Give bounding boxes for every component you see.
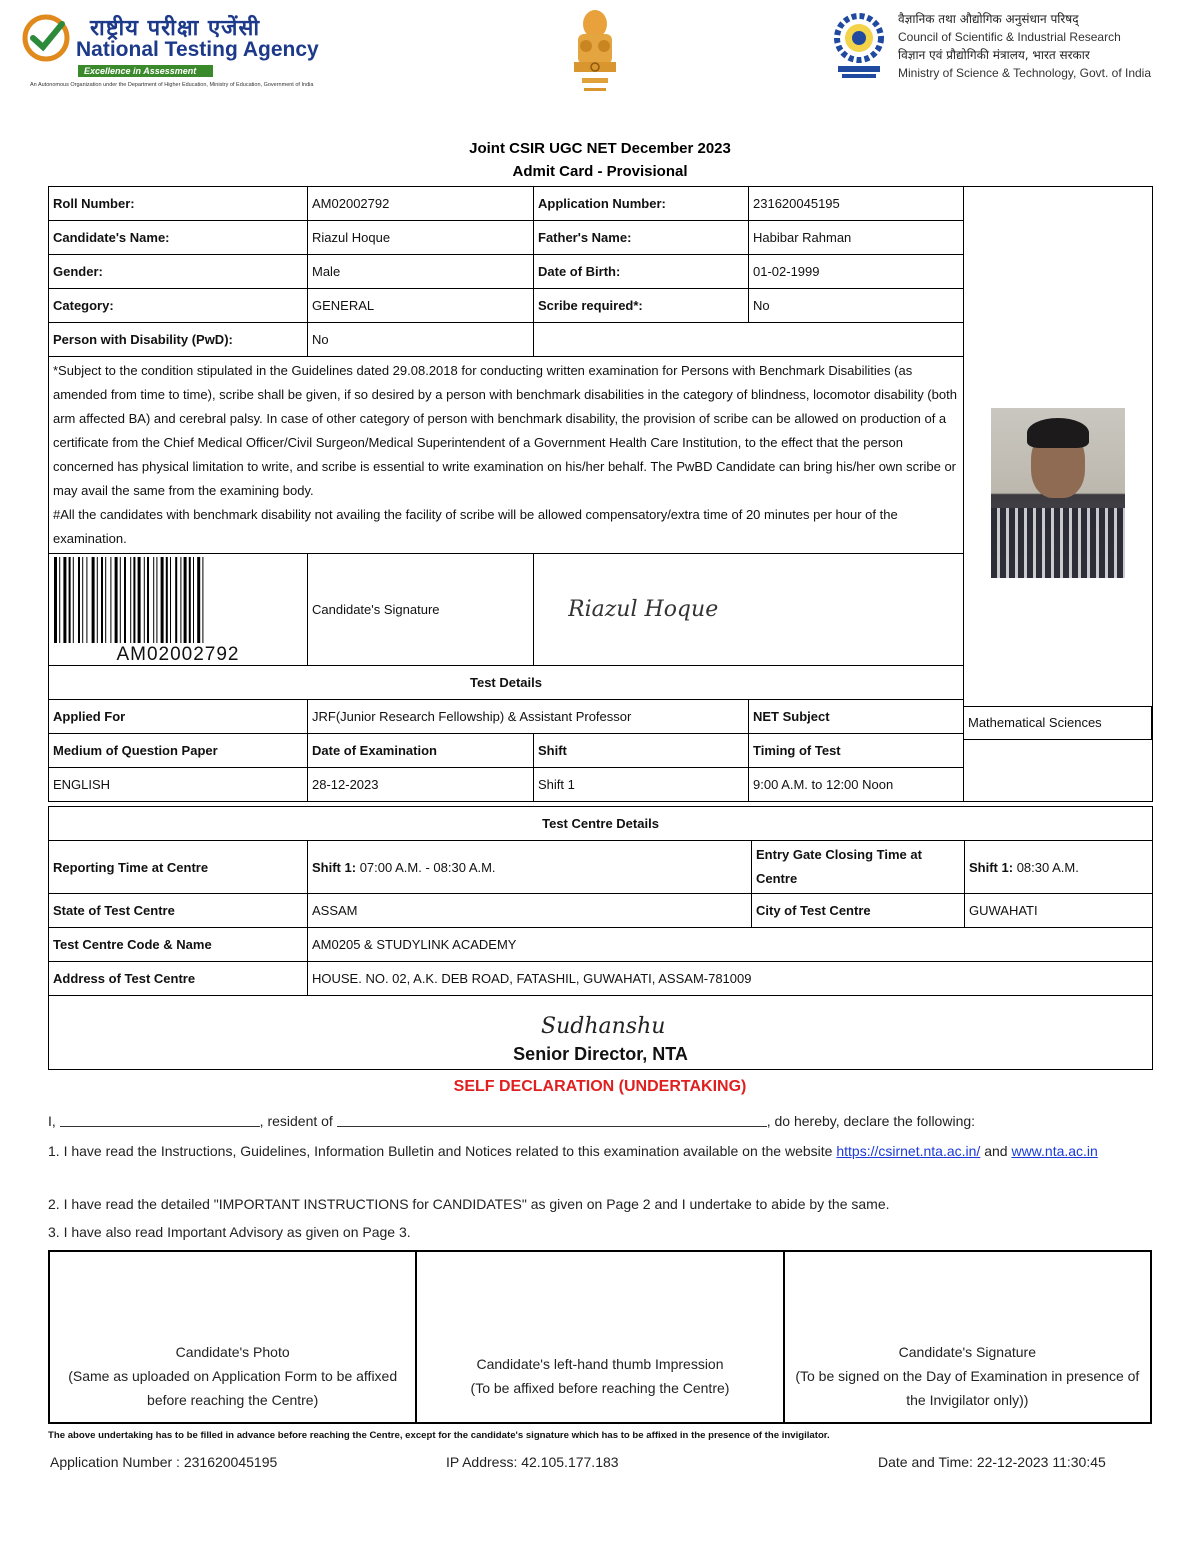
residence-blank [337,1117,767,1127]
footer-ip-address: IP Address: 42.105.177.183 [446,1454,619,1470]
applied-for-value: JRF(Junior Research Fellowship) & Assistant Professor [308,700,749,734]
director-signature [531,1007,671,1041]
nta-link[interactable]: www.nta.ac.in [1011,1143,1098,1159]
state-emblem-icon [564,6,626,96]
barcode-bar [54,557,57,643]
city-value: GUWAHATI [965,894,1153,928]
pwd-value: No [308,323,534,357]
empty-cell [534,323,964,357]
category-value: GENERAL [308,289,534,323]
barcode-bar [59,557,60,643]
shift-label: Shift [534,734,749,768]
barcode-cell [49,554,308,666]
net-subject-value: Mathematical Sciences [963,706,1152,740]
signature-box-title: Candidate's Signature [898,1344,1036,1360]
barcode-bar [105,557,106,643]
barcode-bar [156,557,157,643]
undertaking-boxes [48,1250,1152,1424]
reporting-time-value: 07:00 A.M. - 08:30 A.M. [359,859,496,875]
candidate-signature-cell [534,554,964,666]
candidate-photo [991,408,1125,578]
barcode-bar [166,557,168,643]
nta-subline: An Autonomous Organization under the Department of Higher Education, Ministry of Education, Government of India [30,82,314,88]
gate-closing-value: 08:30 A.M. [1016,859,1079,875]
gate-closing-label: Entry Gate Closing Time at Centre [752,841,965,894]
dob-value: 01-02-1999 [749,255,964,289]
barcode-bar [184,557,187,643]
candidate-signature-text: Riazul Hoque [568,597,719,622]
thumb-box-note: (To be affixed before reaching the Centre) [470,1380,730,1396]
city-label: City of Test Centre [752,894,965,928]
scribe-note [49,357,964,554]
nta-hindi-name: राष्ट्रीय परीक्षा एजेंसी [90,16,261,41]
state-label: State of Test Centre [49,894,308,928]
declaration-i: I, [48,1113,56,1129]
declaration-line-3: 3. I have also read Important Advisory as given on Page 3. [48,1224,411,1240]
applied-for-label: Applied For [49,700,308,734]
gender-label: Gender: [49,255,308,289]
centre-heading: Test Centre Details [49,807,1153,841]
csir-gear-icon [832,12,886,82]
medium-label: Medium of Question Paper [49,734,308,768]
signature-label: Candidate's Signature [308,554,534,666]
photo-box [49,1251,416,1423]
roll-number-value: AM02002792 [308,187,534,221]
exam-date-label: Date of Examination [308,734,534,768]
barcode-bar [189,557,191,643]
barcode-bar [97,557,98,643]
medium-value: ENGLISH [49,768,308,802]
state-value: ASSAM [308,894,752,928]
father-name-label: Father's Name: [534,221,749,255]
declaration-resident: , resident of [259,1113,333,1129]
candidate-name-value: Riazul Hoque [308,221,534,255]
signature-box [784,1251,1151,1423]
csirnet-link[interactable]: https://csirnet.nta.ac.in/ [836,1143,981,1159]
director-title: Senior Director, NTA [513,1044,688,1064]
roll-number-label: Roll Number: [49,187,308,221]
father-name-value: Habibar Rahman [749,221,964,255]
gate-shift-label: Shift 1: [969,859,1014,875]
footer-date-time: Date and Time: 22-12-2023 11:30:45 [878,1454,1106,1470]
barcode-bar [161,557,164,643]
address-label: Address of Test Centre [49,962,308,996]
nta-name: National Testing Agency [76,38,319,61]
barcode-bar [63,557,66,643]
declaration-title: SELF DECLARATION (UNDERTAKING) [453,1078,747,1095]
barcode-bar [101,557,103,643]
csir-name: Council of Scientific & Industrial Research [898,30,1121,44]
gate-closing-cell [965,841,1153,894]
barcode-bar [175,557,177,643]
reporting-time-label: Reporting Time at Centre [49,841,308,894]
scribe-note-p1: *Subject to the condition stipulated in the Guidelines dated 29.08.2018 for conducting written examination for Persons with Benchmark Disabilities (as amended from time to time), scribe shall be given, if so desired by a person with benchmark disabilities in the category of blindness, locomotor disability (both arm affected BA) and cerebral palsy. In case of other category of person with benchmark disability, the provision of scribe can be allowed on production of a certificate from the Chief Medical Officer/Civil Surgeon/Medical Superintendent of a Government Health Care Institution, to the effect that the person concerned has physical limitation to write, and scribe is essential to write examination on his/her behalf. The PwBD Candidate can bring his/her own scribe or may avail the same from the examining body. [53,363,957,498]
barcode-bar [193,557,194,643]
page-header [0,0,1200,110]
barcode-bar [130,557,131,643]
barcode-bar [153,557,154,643]
photo-box-title: Candidate's Photo [175,1344,290,1360]
csir-text [898,10,1151,82]
scribe-note-p2: #All the candidates with benchmark disability not availing the facility of scribe will be allowed compensatory/extra time of 20 minutes per hour of the examination. [53,507,898,546]
timing-label: Timing of Test [749,734,964,768]
test-details-heading: Test Details [49,666,964,700]
nta-tagline: Excellence in Assessment [78,65,213,77]
declaration-and: and [984,1143,1008,1159]
barcode-bar [202,557,203,643]
barcode-number: AM02002792 [116,643,240,665]
application-number-label: Application Number: [534,187,749,221]
barcode-bar [124,557,126,643]
undertaking-note: The above undertaking has to be filled in advance before reaching the Centre, except for the candidate's signature which has to be affixed in the presence of the invigilator. [48,1430,830,1441]
barcode-bar [120,557,121,643]
name-blank [60,1117,260,1127]
net-subject-label: NET Subject [749,700,964,734]
thumb-box-title: Candidate's left-hand thumb Impression [476,1356,724,1372]
admit-card-title: Admit Card - Provisional [512,163,688,180]
barcode-bar [73,557,74,643]
signature-box-note: (To be signed on the Day of Examination in presence of the Invigilator only)) [795,1368,1140,1408]
category-label: Category: [49,289,308,323]
declaration-line-0 [48,1109,1152,1133]
barcode-bar [147,557,149,643]
barcode-bar [138,557,141,643]
nta-check-icon [22,14,70,62]
centre-code-label: Test Centre Code & Name [49,928,308,962]
barcode-bar [69,557,71,643]
nta-logo [18,6,328,96]
barcode-bar [180,557,181,643]
director-signature-text: Sudhanshu [540,1014,665,1039]
photo-box-note: (Same as uploaded on Application Form to be affixed before reaching the Centre) [68,1368,398,1408]
address-value: HOUSE. NO. 02, A.K. DEB ROAD, FATASHIL, GUWAHATI, ASSAM-781009 [308,962,1153,996]
barcode-bars [52,557,300,643]
exam-title: Joint CSIR UGC NET December 2023 [469,140,731,157]
declaration-line-2: 2. I have read the detailed "IMPORTANT INSTRUCTIONS for CANDIDATES" as given on Page 2 and I undertake to abide by the same. [48,1196,890,1212]
candidate-signature [568,588,748,628]
scribe-value: No [749,289,964,323]
csir-hindi-name: वैज्ञानिक तथा औद्योगिक अनुसंधान परिषद् [898,12,1079,26]
exam-date-value: 28-12-2023 [308,768,534,802]
barcode-bar [144,557,145,643]
thumb-box [416,1251,783,1423]
barcode-bar [92,557,95,643]
dob-label: Date of Birth: [534,255,749,289]
footer-application-number: Application Number : 231620045195 [50,1454,278,1470]
barcode-bar [133,557,135,643]
reporting-time-cell [308,841,752,894]
centre-code-value: AM0205 & STUDYLINK ACADEMY [308,928,1153,962]
barcode [52,557,304,665]
csir-ministry: Ministry of Science & Technology, Govt. of India [898,66,1152,80]
centre-table [48,806,1153,1070]
gender-value: Male [308,255,534,289]
barcode-bar [115,557,118,643]
declaration-line-1 [48,1139,1152,1163]
barcode-bar [110,557,111,643]
reporting-shift-label: Shift 1: [312,859,357,875]
csir-ministry-hindi: विज्ञान एवं प्रौद्योगिकी मंत्रालय, भारत सरकार [898,48,1090,62]
timing-value: 9:00 A.M. to 12:00 Noon [749,768,964,802]
director-cell [49,996,1153,1070]
shift-value: Shift 1 [534,768,749,802]
barcode-bar [170,557,171,643]
candidate-name-label: Candidate's Name: [49,221,308,255]
declaration-declare: , do hereby, declare the following: [766,1113,976,1129]
declaration-point-1: 1. I have read the Instructions, Guidelines, Information Bulletin and Notices related to this examination available on the website [48,1143,833,1159]
scribe-label: Scribe required*: [534,289,749,323]
pwd-label: Person with Disability (PwD): [49,323,308,357]
application-number-value: 231620045195 [749,187,964,221]
csir-logo-block [832,10,1172,90]
barcode-bar [78,557,80,643]
barcode-bar [82,557,83,643]
barcode-bar [197,557,200,643]
barcode-bar [86,557,87,643]
